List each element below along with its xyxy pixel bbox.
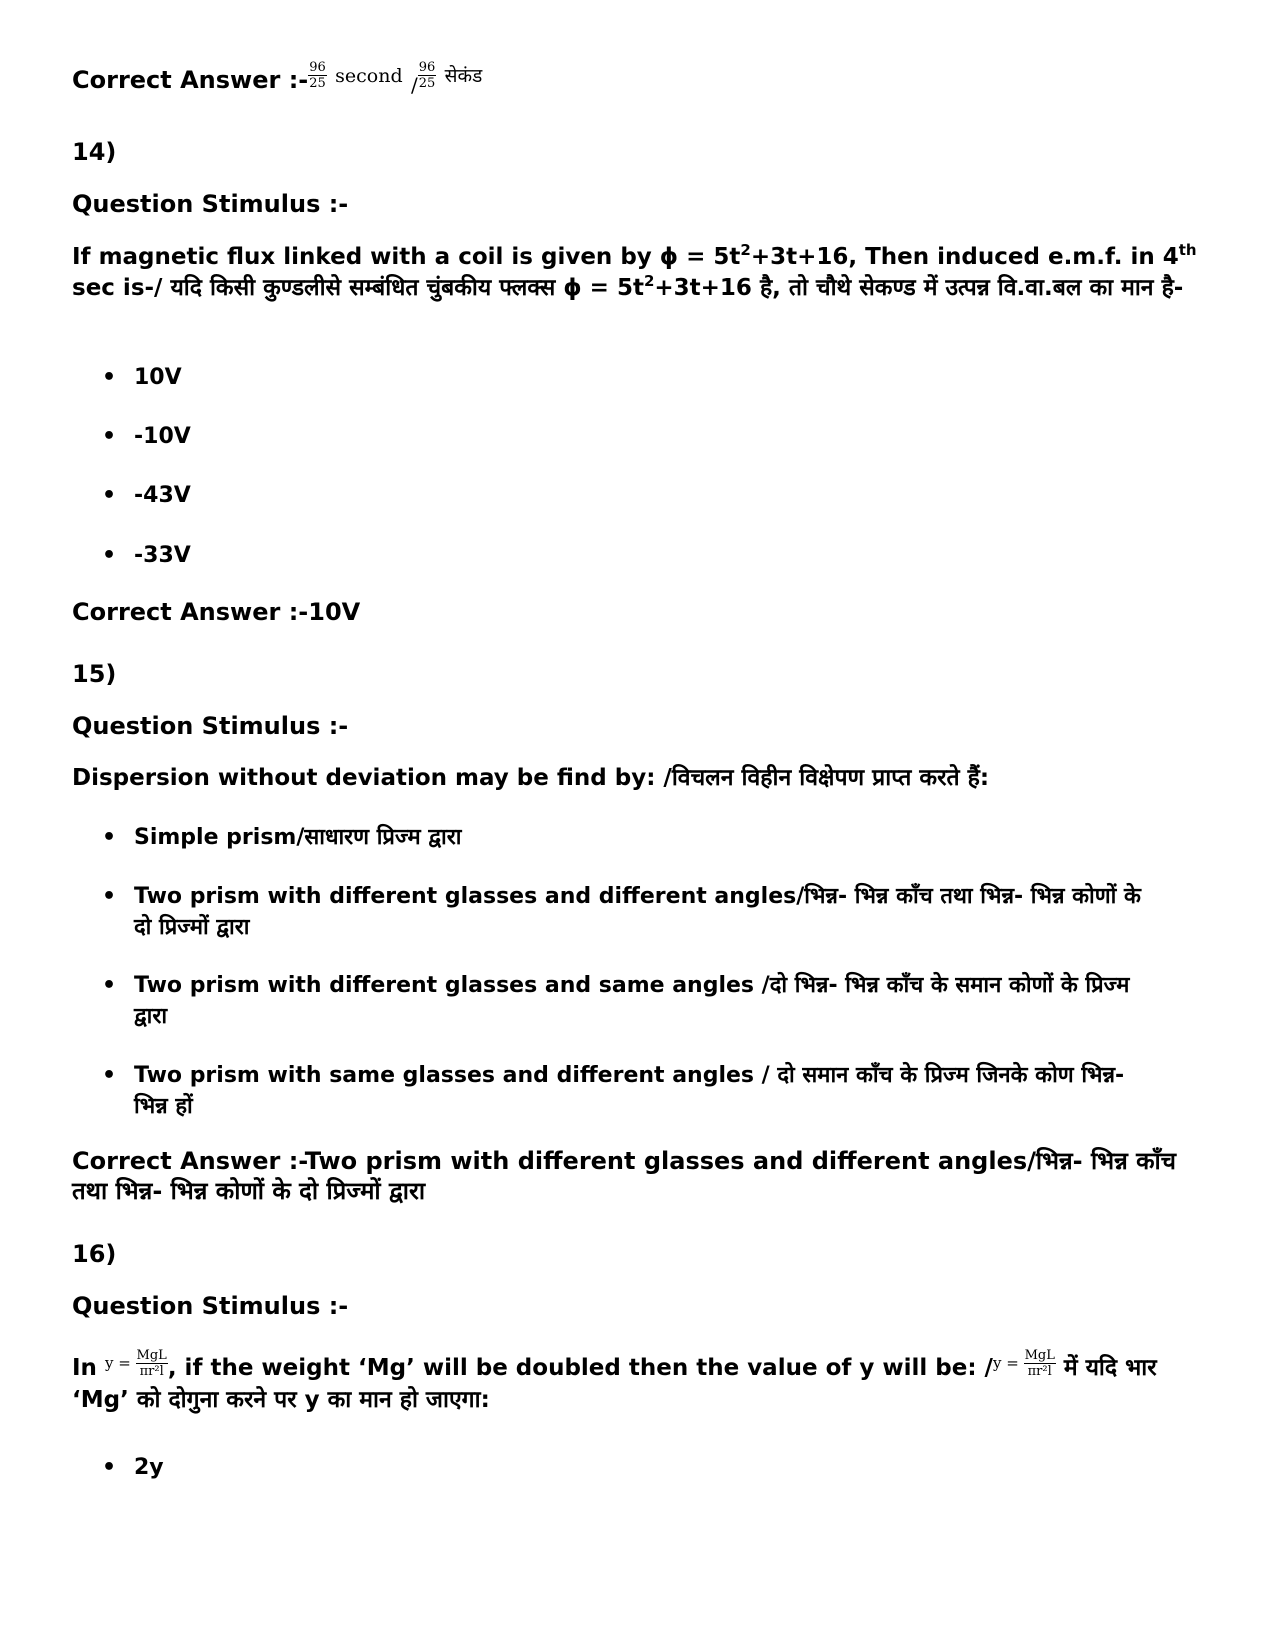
unit-sekand: सेकंड	[444, 65, 483, 87]
q15-correct-answer: Correct Answer :-Two prism with different glasses and different angles/भिन्न- भिन्न काँच तथा भिन्न- भिन्न कोणों के दो प्रिज्मों द्वारा	[72, 1147, 1177, 1205]
list-item: • -43V	[102, 483, 191, 508]
q16-number: 16)	[72, 1240, 117, 1268]
q13-correct-answer	[72, 58, 1202, 101]
list-item: • Simple prism/साधारण प्रिज्म द्वारा	[102, 825, 462, 850]
list-item: • Two prism with same glasses and different angles / दो समान काँच के प्रिज्म जिनके कोण भिन्न- भिन्न हों	[102, 1063, 1125, 1119]
answer-label: Correct Answer :-	[72, 66, 309, 94]
q15-number: 15)	[72, 660, 117, 688]
q15-question-text: Dispersion without deviation may be find by: /विचलन विहीन विक्षेपण प्राप्त करते हैं:	[72, 765, 990, 791]
fraction: $\frac{96}{25}$	[309, 59, 326, 91]
q16-stimulus-label: Question Stimulus :-	[72, 1292, 349, 1320]
q14-question-text: If magnetic flux linked with a coil is given by $\phi = 5t^2+3t+16$, Then induced e.m.f. in 4th sec is-/ यदि किसी कुण्डलीसे सम्बंधित चुंबकीय फ्लक्स $\phi = 5t^2+3t+16$ है, तो चौथे सेकण्ड में उत्पन्न वि.वा.बल का मान है-	[72, 241, 1197, 301]
list-item: • 2y	[102, 1455, 164, 1480]
fraction-2: $\frac{96}{25}$	[418, 59, 436, 91]
answer-fraction-image: $\frac{96}{25}$ second $_/$ $\frac{96}{25}$ सेकंड	[309, 59, 483, 97]
list-item: • -33V	[102, 543, 191, 568]
q14-number: 14)	[72, 138, 117, 166]
q15-stimulus-label: Question Stimulus :-	[72, 712, 349, 740]
list-item: • 10V	[102, 365, 182, 390]
formula-image: y = $\frac{\text{MgL}}{\text{πr²l}}$	[104, 1347, 167, 1379]
list-item: • -10V	[102, 424, 191, 449]
list-item: • Two prism with different glasses and different angles/भिन्न- भिन्न काँच तथा भिन्न- भिन्न कोणों के दो प्रिज्मों द्वारा	[102, 884, 1141, 940]
q16-question-text: In y = $\frac{\text{MgL}}{\text{πr²l}}$ , if the weight ‘Mg’ will be doubled then the value of y will be: /y = $\frac{\text{MgL}}{\text{πr²l}}$ में यदि भार ‘Mg’ को दोगुना करने पर y का मान हो जाएगा:	[72, 1347, 1157, 1413]
unit-second: second	[335, 65, 403, 87]
q14-correct-answer: Correct Answer :-10V	[72, 598, 361, 626]
q14-stimulus-label: Question Stimulus :-	[72, 190, 349, 218]
formula-image-2: y = $\frac{\text{MgL}}{\text{πr²l}}$	[992, 1347, 1055, 1379]
list-item: • Two prism with different glasses and same angles /दो भिन्न- भिन्न काँच के समान कोणों के प्रिज्म द्वारा	[102, 973, 1130, 1029]
